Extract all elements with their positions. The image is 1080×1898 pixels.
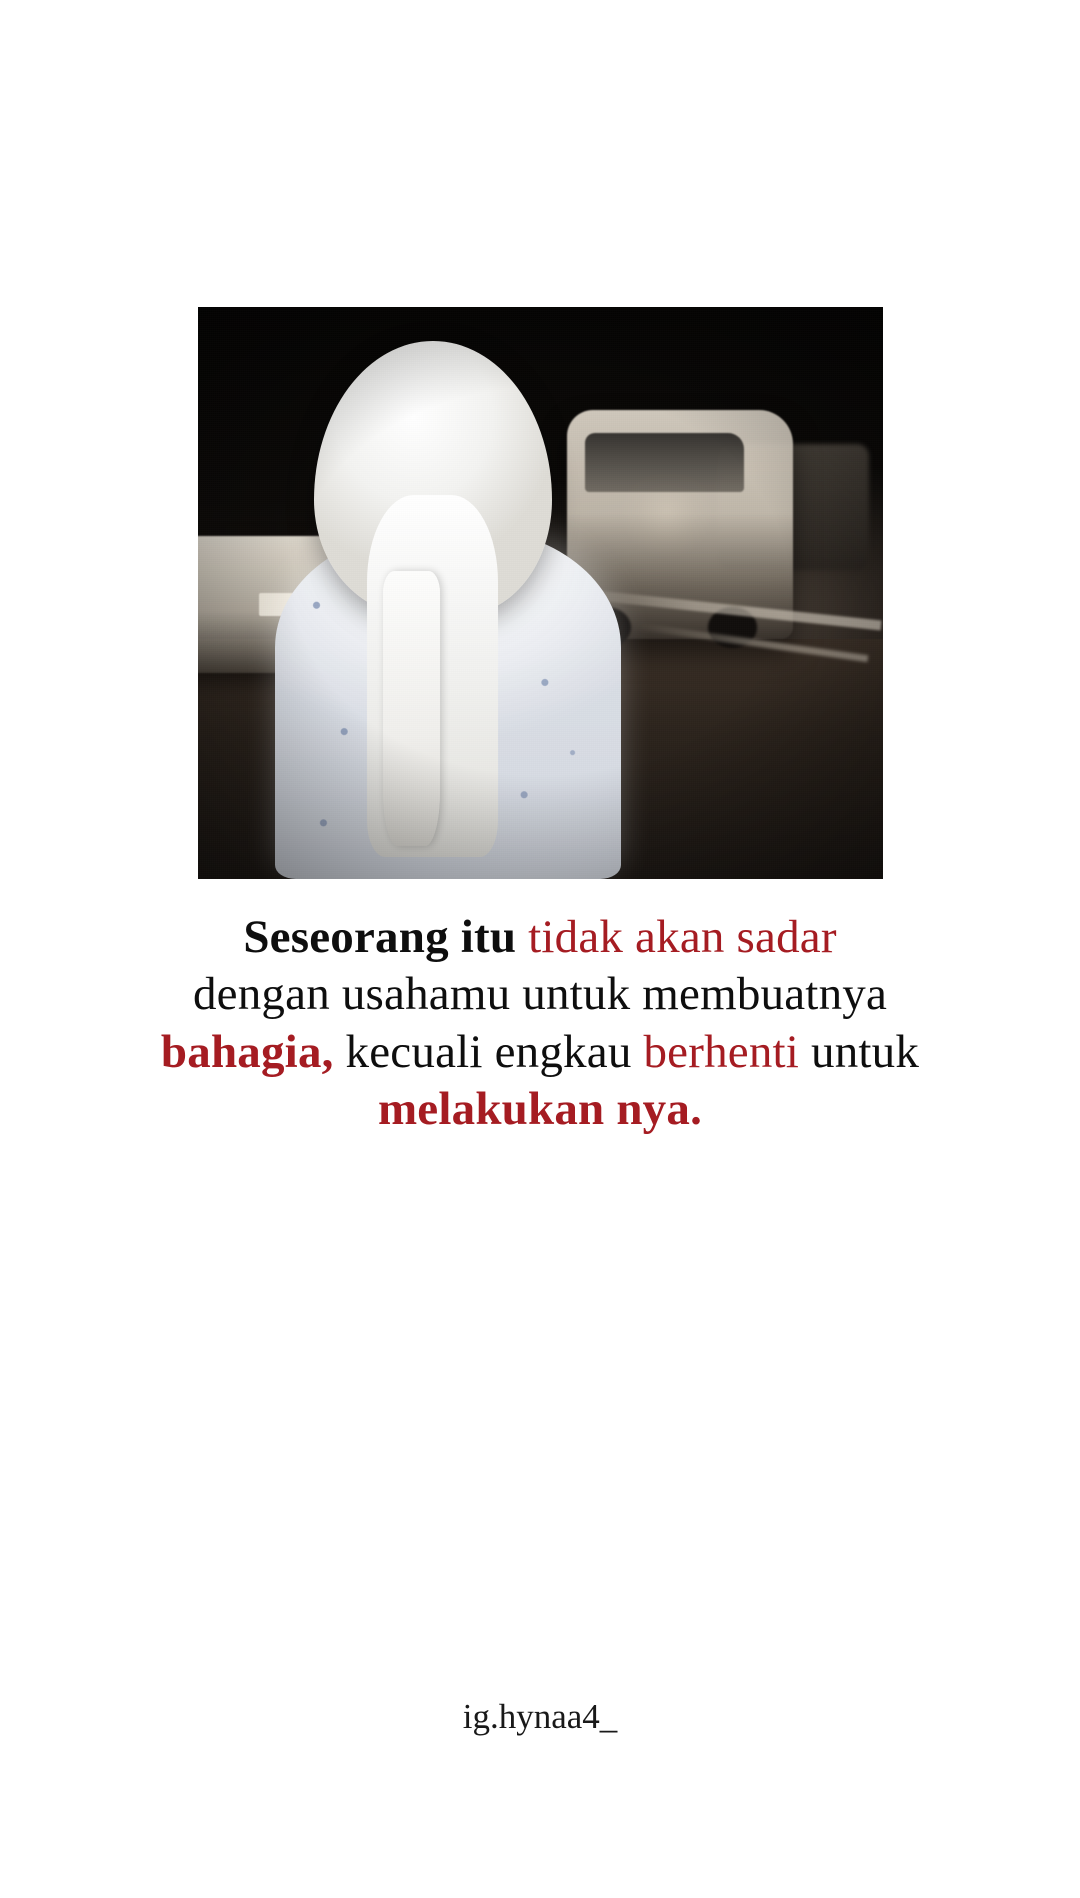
caption-line2: dengan usahamu untuk membuatnya bbox=[192, 968, 888, 1021]
credit-handle: ig.hynaa4_ bbox=[462, 1697, 618, 1736]
photo bbox=[198, 307, 883, 879]
quote-caption bbox=[110, 909, 970, 1138]
caption-line3-highlight-a: bahagia, bbox=[160, 1025, 334, 1078]
caption-line3-highlight-b: berhenti bbox=[643, 1025, 800, 1078]
caption-line1-highlight: tidak akan sadar bbox=[528, 911, 837, 963]
caption-line1-plain: Seseorang itu bbox=[243, 911, 529, 963]
caption-line3-plain-a: kecuali engkau bbox=[333, 1025, 644, 1078]
caption-line4-highlight: melakukan nya. bbox=[377, 1082, 703, 1135]
person-subject bbox=[252, 330, 636, 879]
hijab-tail bbox=[383, 571, 441, 846]
caption-line3-plain-b: untuk bbox=[799, 1025, 920, 1078]
